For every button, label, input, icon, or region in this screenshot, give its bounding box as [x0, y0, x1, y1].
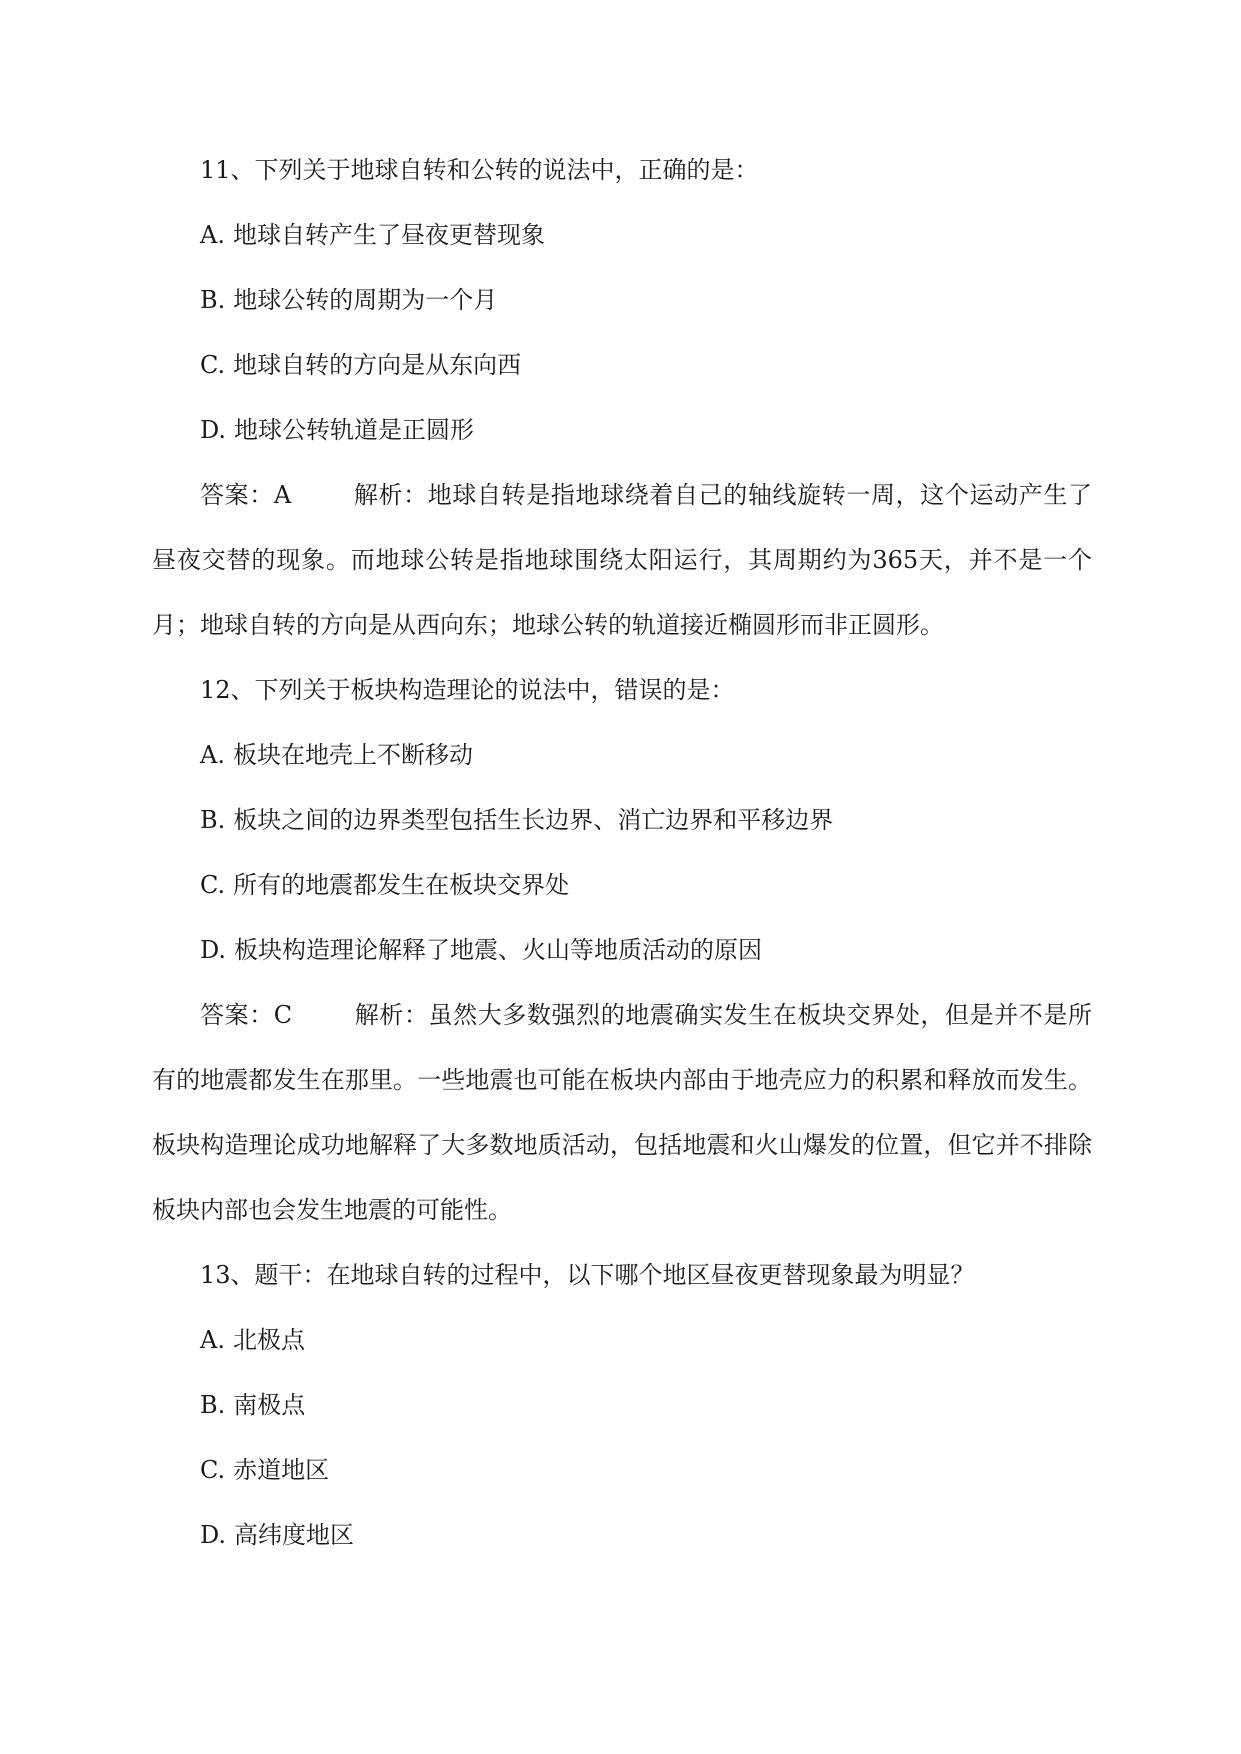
option-letter: A. [200, 221, 225, 249]
explanation-text: 解析：地球自转是指地球绕着自己的轴线旋转一周，这个运动产生了昼夜交替的现象。而地球公转是指地球围绕太阳运行，其周期约为365天，并不是一个月；地球自转的方向是从西向东；地球公转的轨道接近椭圆形而非正圆形。 [152, 481, 1092, 639]
option-text: 地球自转的方向是从东向西 [233, 351, 522, 379]
option-text: 地球公转的周期为一个月 [233, 286, 498, 314]
option-letter: B. [200, 806, 226, 834]
question-12-option-c [152, 853, 1092, 918]
question-12-stem: 12、下列关于板块构造理论的说法中，错误的是： [200, 676, 735, 704]
option-letter: B. [200, 1391, 226, 1419]
option-text: 板块之间的边界类型包括生长边界、消亡边界和平移边界 [233, 806, 834, 834]
answer-label: 答案：A [200, 481, 292, 509]
question-11-option-c [152, 333, 1092, 398]
option-text: 高纬度地区 [234, 1521, 355, 1549]
question-13-option-b [152, 1373, 1092, 1438]
question-13-option-c [152, 1438, 1092, 1503]
question-13-option-a [152, 1308, 1092, 1373]
question-12-option-b [152, 788, 1092, 853]
option-letter: A. [200, 1326, 225, 1354]
question-12-option-d [152, 918, 1092, 983]
option-letter: C. [200, 871, 226, 899]
question-11-option-a [152, 203, 1092, 268]
question-12-option-a [152, 723, 1092, 788]
question-11-stem: 11、下列关于地球自转和公转的说法中，正确的是： [200, 156, 759, 184]
question-11-option-b [152, 268, 1092, 333]
option-text: 赤道地区 [233, 1456, 330, 1484]
option-letter: C. [200, 1456, 226, 1484]
option-text: 板块构造理论解释了地震、火山等地质活动的原因 [234, 936, 763, 964]
option-letter: C. [200, 351, 226, 379]
question-13-option-d [152, 1503, 1092, 1568]
option-letter: D. [200, 936, 227, 964]
option-letter: B. [200, 286, 226, 314]
option-letter: D. [200, 416, 227, 444]
option-text: 地球自转产生了昼夜更替现象 [232, 221, 545, 249]
option-text: 地球公转轨道是正圆形 [234, 416, 475, 444]
question-11-option-d [152, 398, 1092, 463]
option-text: 南极点 [233, 1391, 306, 1419]
question-12-answer-explanation [152, 983, 1092, 1243]
option-text: 北极点 [232, 1326, 305, 1354]
answer-label: 答案：C [200, 1001, 293, 1029]
option-text: 所有的地震都发生在板块交界处 [233, 871, 570, 899]
explanation-text: 解析：虽然大多数强烈的地震确实发生在板块交界处，但是并不是所有的地震都发生在那里。一些地震也可能在板块内部由于地壳应力的积累和释放而发生。板块构造理论成功地解释了大多数地质活动，包括地震和火山爆发的位置，但它并不排除板块内部也会发生地震的可能性。 [152, 1001, 1092, 1224]
question-13-stem: 13、题干：在地球自转的过程中，以下哪个地区昼夜更替现象最为明显？ [200, 1261, 975, 1289]
option-letter: D. [200, 1521, 227, 1549]
option-letter: A. [200, 741, 225, 769]
option-text: 板块在地壳上不断移动 [232, 741, 473, 769]
question-11-answer-explanation [152, 463, 1092, 658]
document-body [152, 138, 1092, 1568]
